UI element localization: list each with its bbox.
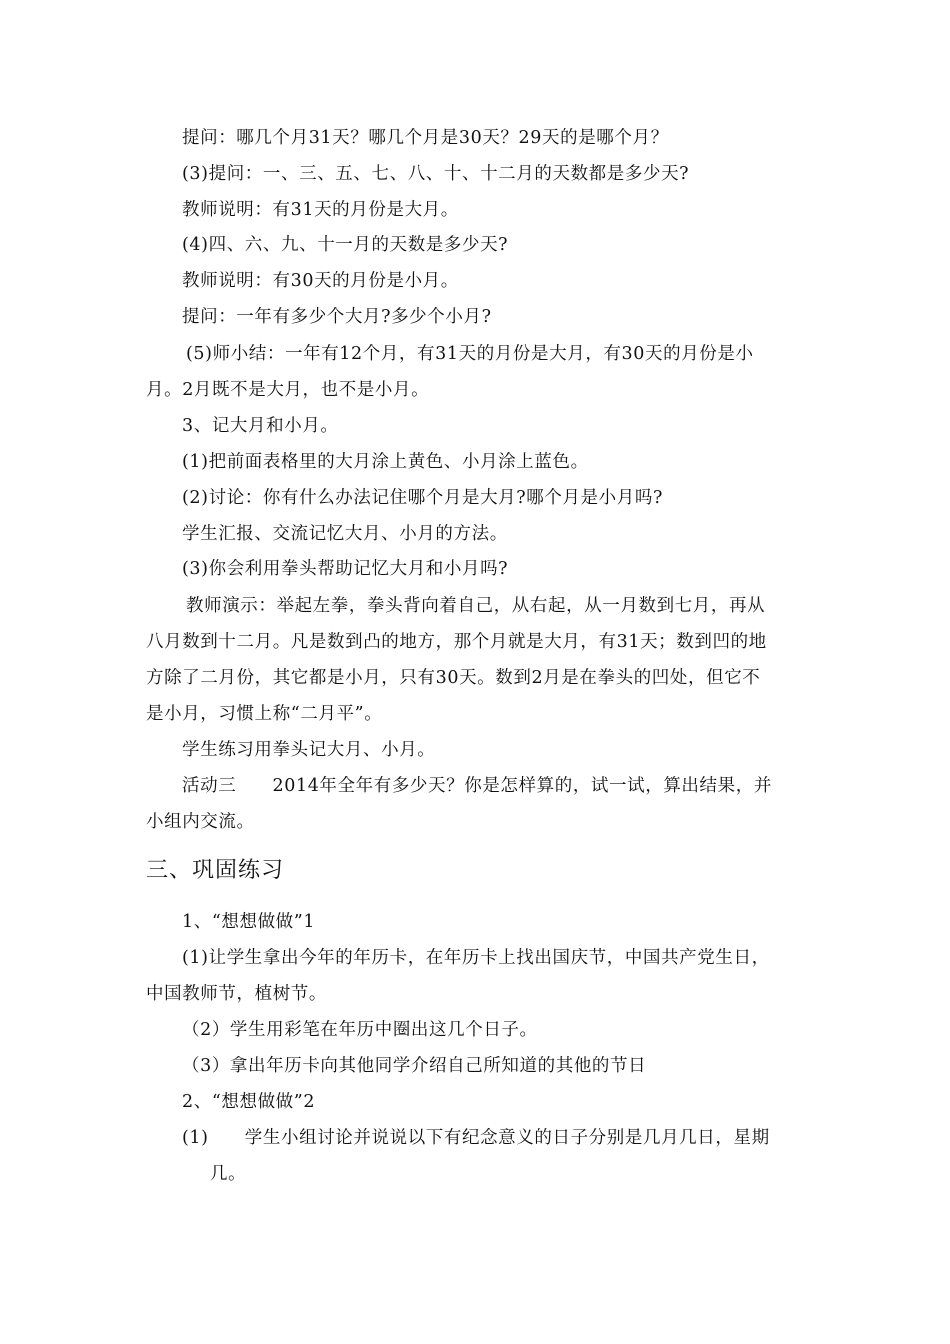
text-line: 学生汇报、交流记忆大月、小月的方法。: [182, 524, 508, 544]
text-line: 是小月，习惯上称“二月平”。: [146, 704, 383, 724]
text-line: (2)讨论：你有什么办法记住哪个月是大月?哪个月是小月吗?: [182, 488, 663, 508]
text-line: 教师说明：有30天的月份是小月。: [182, 271, 459, 291]
text-line: (1) 学生小组讨论并说说以下有纪念意义的日子分别是几月几日，星期: [182, 1128, 770, 1148]
text-line: 提问：哪几个月31天？哪几个月是30天？29天的是哪个月？: [182, 128, 669, 148]
text-line: 小组内交流。: [146, 812, 255, 832]
text-line: 1、“想想做做”1: [182, 912, 316, 932]
text-line: (5)师小结：一年有12个月，有31天的月份是大月，有30天的月份是小: [186, 344, 754, 364]
text-line: 提问：一年有多少个大月?多少个小月?: [182, 307, 492, 327]
text-line: 活动三 2014年全年有多少天？你是怎样算的，试一试，算出结果，并: [182, 776, 772, 796]
text-line: (1)让学生拿出今年的年历卡，在年历卡上找出国庆节，中国共产党生日，: [182, 948, 770, 968]
text-line: 月。2月既不是大月，也不是小月。: [146, 380, 430, 400]
text-line: (3)提问：一、三、五、七、八、十、十二月的天数都是多少天?: [182, 164, 690, 184]
text-line: 学生练习用拳头记大月、小月。: [182, 740, 436, 760]
text-line: 教师演示：举起左拳，拳头背向着自己，从右起，从一月数到七月，再从: [186, 596, 766, 616]
text-line: 中国教师节，植树节。: [146, 984, 327, 1004]
text-line: (3)你会利用拳头帮助记忆大月和小月吗?: [182, 559, 509, 579]
text-line: (1)把前面表格里的大月涂上黄色、小月涂上蓝色。: [182, 452, 589, 472]
text-line: (4)四、六、九、十一月的天数是多少天?: [182, 235, 509, 255]
section-heading: 三、巩固练习: [146, 858, 285, 883]
text-line: （2）学生用彩笔在年历中圈出这几个日子。: [182, 1020, 538, 1040]
text-line: （3）拿出年历卡向其他同学介绍自己所知道的其他的节日: [182, 1056, 647, 1076]
text-line: 2、“想想做做”2: [182, 1092, 316, 1112]
text-line: 3、记大月和小月。: [182, 416, 339, 436]
text-line: 八月数到十二月。凡是数到凸的地方，那个月就是大月，有31天；数到凹的地: [146, 632, 767, 652]
text-line: 方除了二月份，其它都是小月，只有30天。数到2月是在拳头的凹处，但它不: [146, 668, 761, 688]
text-line: 教师说明：有31天的月份是大月。: [182, 200, 459, 220]
text-line: 几。: [210, 1164, 247, 1184]
